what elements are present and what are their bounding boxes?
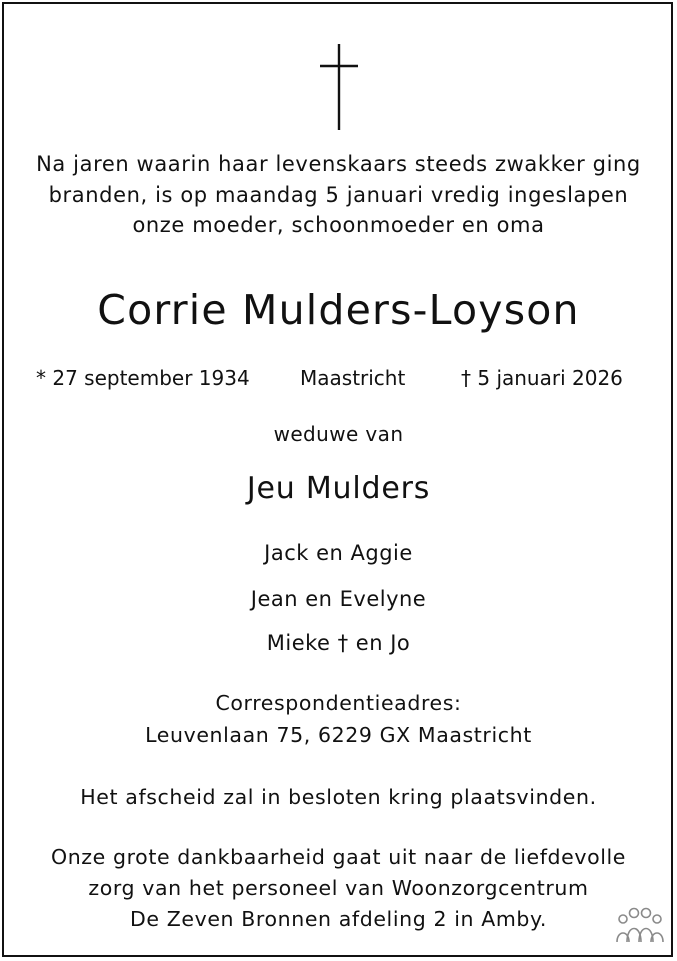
- intro-line-3: onze moeder, schoonmoeder en oma: [132, 213, 545, 237]
- family-line-2: Jean en Evelyne: [250, 587, 427, 611]
- thanks-line-1: Onze grote dankbaarheid gaat uit naar de liefdevolle: [50, 845, 627, 869]
- family-line-1: Jack en Aggie: [264, 541, 413, 565]
- farewell-text: Het afscheid zal in besloten kring plaatsvinden.: [80, 785, 597, 809]
- intro-line-1: Na jaren waarin haar levenskaars steeds zwakker ging: [36, 152, 641, 176]
- husband-name: Jeu Mulders: [246, 471, 431, 506]
- correspondence-address: Leuvenlaan 75, 6229 GX Maastricht: [145, 723, 532, 747]
- deceased-name: Corrie Mulders-Loyson: [97, 286, 580, 334]
- widow-of-label: weduwe van: [273, 422, 404, 446]
- death-date: † 5 januari 2026: [461, 366, 623, 390]
- intro-line-2: branden, is op maandag 5 januari vredig ingeslapen: [48, 183, 629, 207]
- place: Maastricht: [300, 366, 406, 390]
- correspondence-label: Correspondentieadres:: [215, 691, 462, 715]
- birth-date: * 27 september 1934: [36, 366, 250, 390]
- family-line-3: Mieke † en Jo: [266, 631, 411, 655]
- thanks-line-2: zorg van het personeel van Woonzorgcentrum: [88, 876, 589, 900]
- people-group-logo-icon: [614, 906, 666, 946]
- thanks-line-3: De Zeven Bronnen afdeling 2 in Amby.: [130, 907, 547, 931]
- cross-icon: [319, 44, 359, 130]
